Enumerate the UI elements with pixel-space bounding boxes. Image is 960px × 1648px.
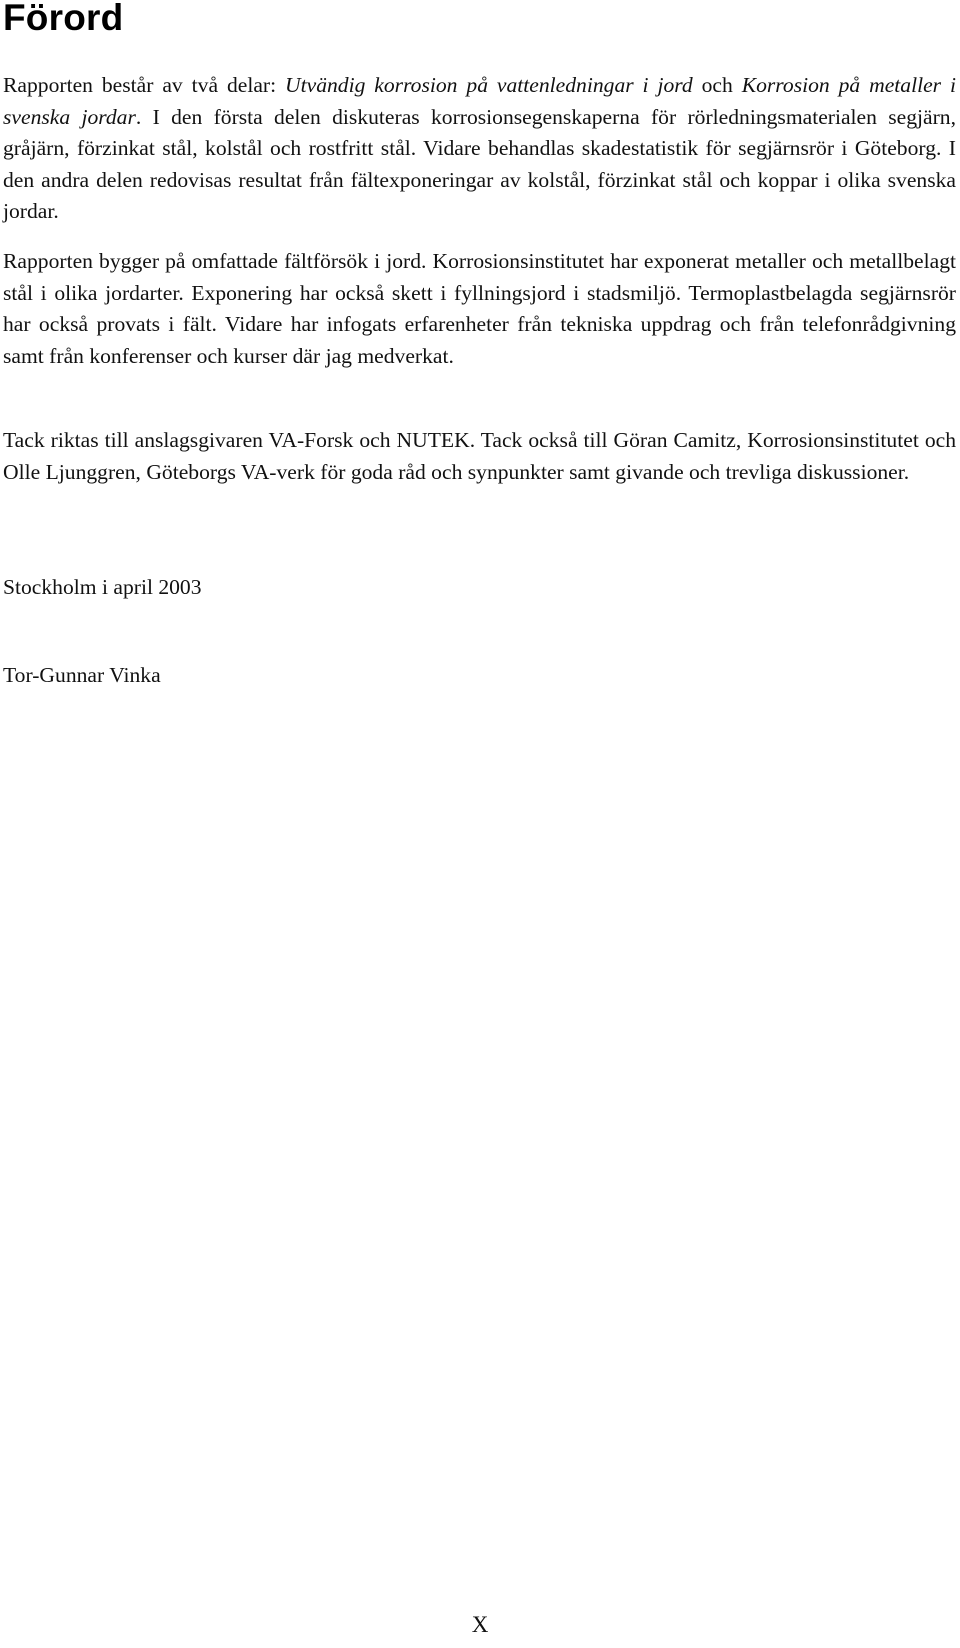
page-title: Förord — [3, 0, 124, 38]
author-name: Tor-Gunnar Vinka — [3, 663, 161, 687]
paragraph-text: Rapporten bygger på omfattade fältförsök i jord. Korrosionsinstitutet har exponerat metaller och metallbelagt stål i olika jordarter. Exponering har också skett i fyllningsjord i stadsmiljö. Termoplastbelagda segjärnsrör har också provats i fält. Vidare har infogats erfarenheter från tekniska uppdrag och från telefonrådgivning samt från konferenser och kurser där jag medverkat. — [3, 249, 956, 368]
paragraph-report-parts — [3, 70, 956, 228]
paragraph-text: . I den första delen diskuteras korrosionsegenskaperna för rörledningsmaterialen segjärn, gråjärn, förzinkat stål, kolstål och rostfritt stål. Vidare behandlas skadestatistik för segjärnsrör i Göteborg. I den andra delen redovisas resultat från fältexponeringar av kolstål, förzinkat stål och koppar i olika svenska jordar. — [3, 104, 957, 223]
report-part-title-2: Korrosion på metaller i svenska jordar — [3, 73, 956, 129]
report-part-title-1: Utvändig korrosion på vattenledningar i jord — [285, 73, 693, 97]
paragraph-text: Rapporten består av två delar: — [3, 73, 286, 97]
paragraph-text: Tack riktas till anslagsgivaren VA-Forsk och NUTEK. Tack också till Göran Camitz, Korrosionsinstitutet och Olle Ljunggren, Göteborgs VA-verk för goda råd och synpunkter samt givande och trevliga diskussioner. — [3, 428, 956, 484]
place-and-date: Stockholm i april 2003 — [3, 575, 202, 599]
page-number: X — [471, 1612, 489, 1637]
paragraph-acknowledgements — [3, 425, 956, 488]
paragraph-text: och — [692, 73, 742, 97]
paragraph-field-tests — [3, 246, 956, 372]
